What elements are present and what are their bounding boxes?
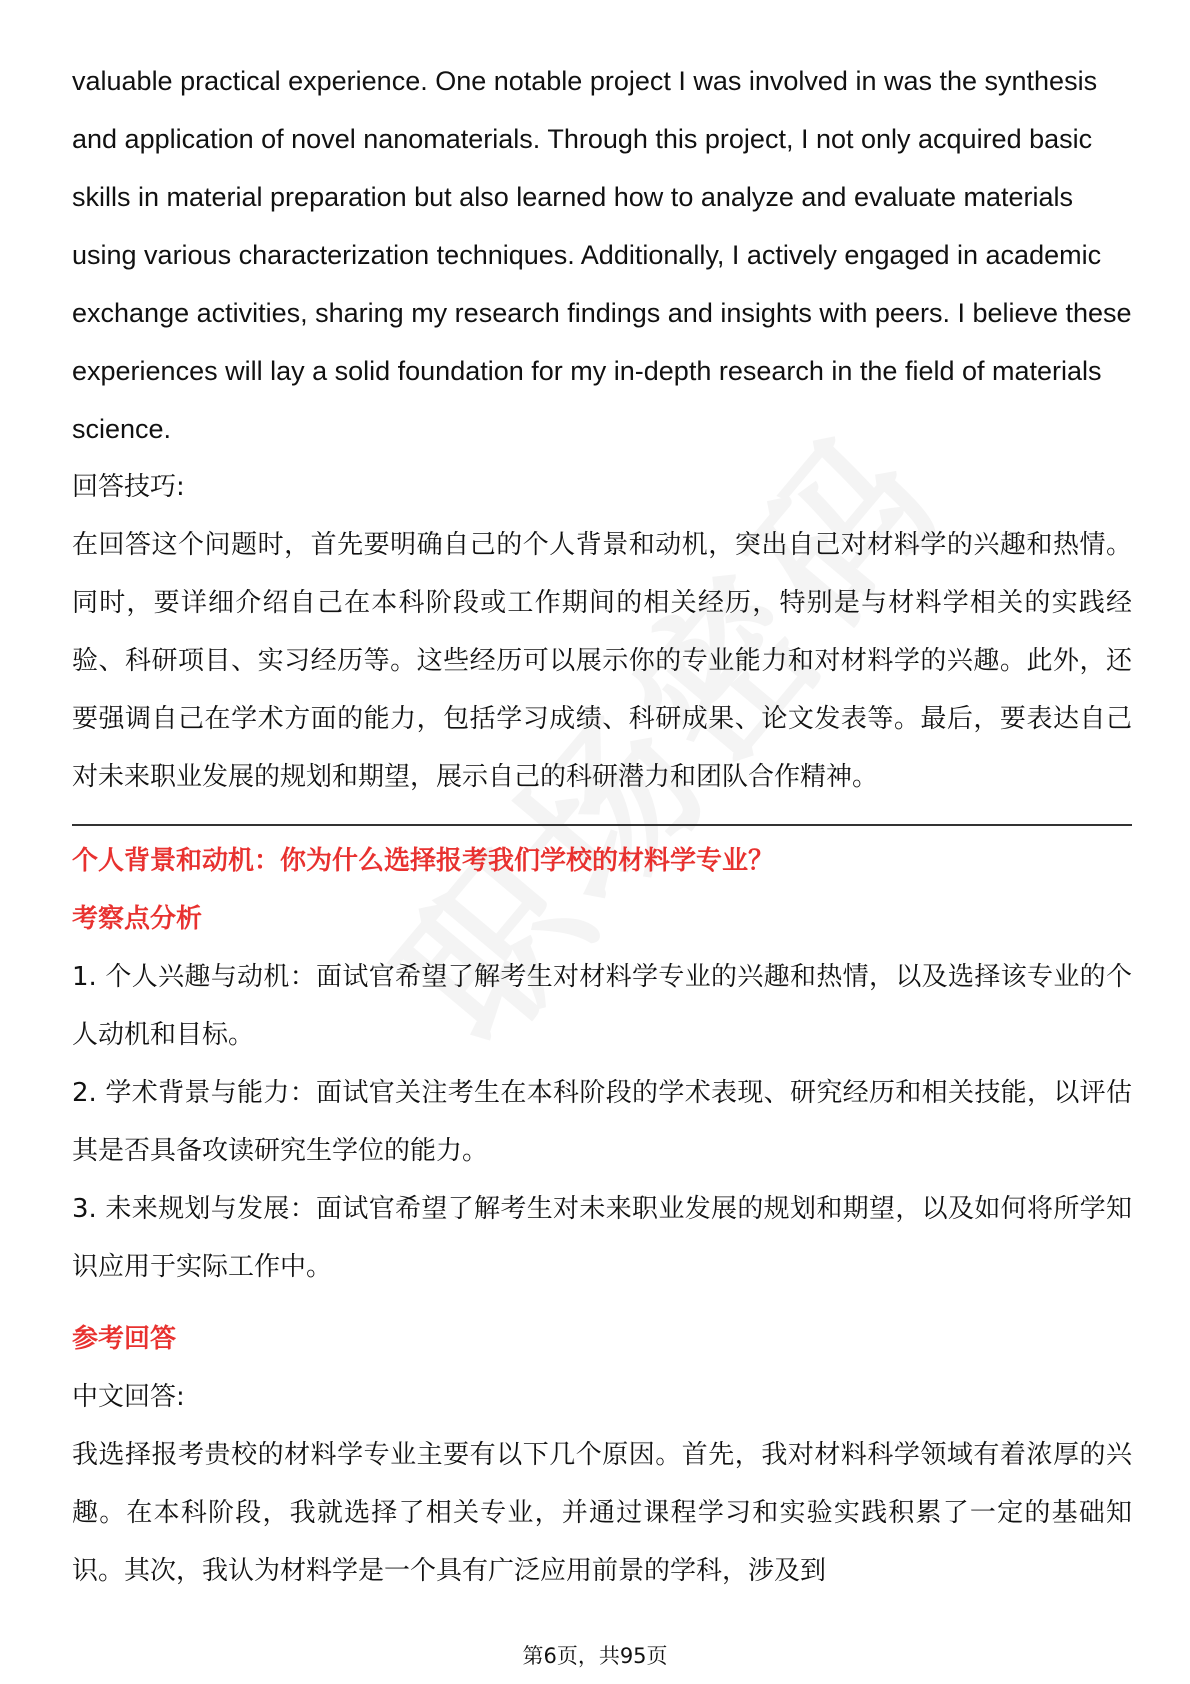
chinese-answer-label: 中文回答:: [72, 1382, 185, 1412]
analysis-point-3: 3. 未来规划与发展：面试官希望了解考生对未来职业发展的规划和期望，以及如何将所学知识应用于实际工作中。: [72, 1194, 1132, 1282]
document-page: [72, 52, 1132, 1600]
tips-text: 在回答这个问题时，首先要明确自己的个人背景和动机，突出自己对材料学的兴趣和热情。同时，要详细介绍自己在本科阶段或工作期间的相关经历，特别是与材料学相关的实践经验、科研项目、实习经历等。这些经历可以展示你的专业能力和对材料学的兴趣。此外，还要强调自己在学术方面的能力，包括学习成绩、科研成果、论文发表等。最后，要表达自己对未来职业发展的规划和期望，展示自己的科研潜力和团队合作精神。: [72, 530, 1132, 792]
page-number-footer: 第6页，共95页: [522, 1644, 668, 1668]
chinese-answer-text: 我选择报考贵校的材料学专业主要有以下几个原因。首先，我对材料科学领域有着浓厚的兴趣。在本科阶段，我就选择了相关专业，并通过课程学习和实验实践积累了一定的基础知识。其次，我认为材料学是一个具有广泛应用前景的学科，涉及到: [72, 1440, 1132, 1586]
tips-label: 回答技巧:: [72, 472, 185, 502]
reference-heading: 参考回答: [72, 1324, 177, 1354]
analysis-heading: 考察点分析: [72, 904, 203, 934]
analysis-point-2: 2. 学术背景与能力：面试官关注考生在本科阶段的学术表现、研究经历和相关技能，以评估其是否具备攻读研究生学位的能力。: [72, 1078, 1132, 1166]
analysis-point-1: 1. 个人兴趣与动机：面试官希望了解考生对材料学专业的兴趣和热情，以及选择该专业的个人动机和目标。: [72, 962, 1132, 1050]
section-divider: [72, 824, 1132, 826]
english-answer-continuation: valuable practical experience. One notable project I was involved in was the synthesis and application of novel nanomaterials. Through this project, I not only acquired basic skills in material preparation but also learned how to analyze and evaluate materials using various characterization techniques. Additionally, I actively engaged in academic exchange activities, sharing my research findings and insights with peers. I believe these experiences will lay a solid foundation for my in-depth research in the field of materials science.: [72, 66, 1132, 444]
question-heading: 个人背景和动机：你为什么选择报考我们学校的材料学专业？: [72, 846, 775, 876]
